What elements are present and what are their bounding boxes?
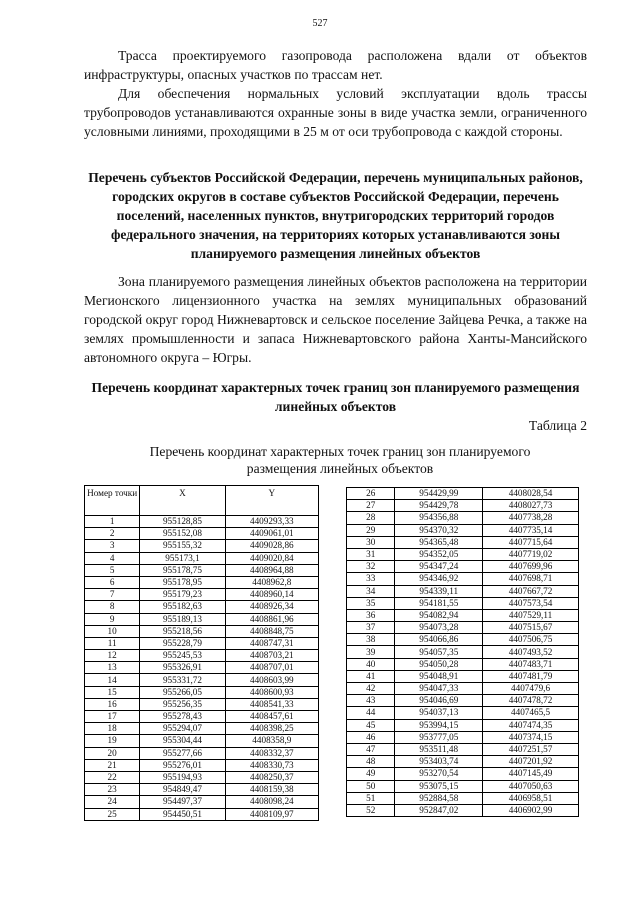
- y-coordinate-cell: 4408703,21: [225, 650, 318, 662]
- point-number-cell: 12: [85, 650, 140, 662]
- point-number-cell: 31: [347, 548, 395, 560]
- y-coordinate-cell: 4408926,34: [225, 601, 318, 613]
- point-number-cell: 33: [347, 573, 395, 585]
- x-coordinate-cell: 954497,37: [140, 796, 225, 808]
- table-row: [347, 488, 579, 500]
- y-coordinate-cell: 4408330,73: [225, 759, 318, 771]
- table-row: [347, 731, 579, 743]
- x-coordinate-cell: 955182,63: [140, 601, 225, 613]
- point-number-cell: 24: [85, 796, 140, 808]
- point-number-cell: 48: [347, 756, 395, 768]
- table-row: [347, 670, 579, 682]
- x-coordinate-cell: 954057,35: [395, 646, 483, 658]
- paragraph-zone-location: Зона планируемого размещения линейных объектов расположена на территории Мегионского лицензионного участка на землях муниципальных образований городской округ город Нижневартовск и сельское поселение Зайцева Речка, а также на землях промышленности и запаса Нижневартовского района Ханты-Мансийского автономного округа – Югры.: [84, 274, 587, 365]
- table-row: [347, 548, 579, 560]
- x-coordinate-cell: 955245,53: [140, 650, 225, 662]
- y-coordinate-cell: 4407251,57: [483, 743, 579, 755]
- table-row: [85, 771, 319, 783]
- x-coordinate-cell: 954365,48: [395, 536, 483, 548]
- table-row: [347, 524, 579, 536]
- x-coordinate-cell: 953511,48: [395, 743, 483, 755]
- x-coordinate-cell: 955266,05: [140, 686, 225, 698]
- x-coordinate-cell: 954339,11: [395, 585, 483, 597]
- point-number-cell: 22: [85, 771, 140, 783]
- x-coordinate-cell: 954429,99: [395, 488, 483, 500]
- point-number-cell: 51: [347, 792, 395, 804]
- point-number-cell: 3: [85, 540, 140, 552]
- y-coordinate-cell: 4407481,79: [483, 670, 579, 682]
- point-number-cell: 32: [347, 561, 395, 573]
- point-number-cell: 43: [347, 695, 395, 707]
- table-row: [347, 719, 579, 731]
- x-coordinate-cell: 955218,56: [140, 625, 225, 637]
- x-coordinate-cell: 954037,13: [395, 707, 483, 719]
- table-row: [85, 601, 319, 613]
- x-coordinate-cell: 955304,44: [140, 735, 225, 747]
- point-number-cell: 18: [85, 723, 140, 735]
- x-coordinate-cell: 955189,13: [140, 613, 225, 625]
- y-coordinate-cell: 4408250,37: [225, 771, 318, 783]
- y-coordinate-cell: 4408603,99: [225, 674, 318, 686]
- table-header-row: [85, 486, 319, 516]
- table-row: [85, 552, 319, 564]
- table-row: [347, 500, 579, 512]
- point-number-cell: 23: [85, 784, 140, 796]
- point-number-cell: 26: [347, 488, 395, 500]
- point-number-cell: 39: [347, 646, 395, 658]
- y-coordinate-cell: 4406902,99: [483, 804, 579, 816]
- table-row: [347, 561, 579, 573]
- table-row: [347, 634, 579, 646]
- x-coordinate-cell: 953270,54: [395, 768, 483, 780]
- header-x: X: [140, 486, 225, 516]
- point-number-cell: 36: [347, 609, 395, 621]
- table-row: [85, 698, 319, 710]
- table-row: [347, 804, 579, 816]
- y-coordinate-cell: 4407573,54: [483, 597, 579, 609]
- x-coordinate-cell: 954429,78: [395, 500, 483, 512]
- table-row: [85, 796, 319, 808]
- x-coordinate-cell: 953994,15: [395, 719, 483, 731]
- table-row: [347, 658, 579, 670]
- table-row: [347, 585, 579, 597]
- table-row: [347, 609, 579, 621]
- table-row: [85, 735, 319, 747]
- table-row: [347, 512, 579, 524]
- y-coordinate-cell: 4408027,73: [483, 500, 579, 512]
- coordinates-table-left: [84, 485, 319, 821]
- point-number-cell: 16: [85, 698, 140, 710]
- x-coordinate-cell: 955178,95: [140, 576, 225, 588]
- x-coordinate-cell: 954047,33: [395, 683, 483, 695]
- table-row: [85, 516, 319, 528]
- x-coordinate-cell: 955155,32: [140, 540, 225, 552]
- point-number-cell: 9: [85, 613, 140, 625]
- point-number-cell: 5: [85, 564, 140, 576]
- y-coordinate-cell: 4409293,33: [225, 516, 318, 528]
- y-coordinate-cell: 4407735,14: [483, 524, 579, 536]
- x-coordinate-cell: 954181,55: [395, 597, 483, 609]
- y-coordinate-cell: 4408332,37: [225, 747, 318, 759]
- table-row: [347, 622, 579, 634]
- y-coordinate-cell: 4408747,31: [225, 637, 318, 649]
- x-coordinate-cell: 954370,32: [395, 524, 483, 536]
- x-coordinate-cell: 954082,94: [395, 609, 483, 621]
- y-coordinate-cell: 4408861,96: [225, 613, 318, 625]
- table-row: [85, 540, 319, 552]
- x-coordinate-cell: 954046,69: [395, 695, 483, 707]
- x-coordinate-cell: 954347,24: [395, 561, 483, 573]
- x-coordinate-cell: 952884,58: [395, 792, 483, 804]
- table-row: [347, 573, 579, 585]
- point-number-cell: 21: [85, 759, 140, 771]
- point-number-cell: 8: [85, 601, 140, 613]
- point-number-cell: 4: [85, 552, 140, 564]
- y-coordinate-cell: 4407479,6: [483, 683, 579, 695]
- y-coordinate-cell: 4407374,15: [483, 731, 579, 743]
- table-row: [85, 528, 319, 540]
- point-number-cell: 50: [347, 780, 395, 792]
- x-coordinate-cell: 954356,88: [395, 512, 483, 524]
- point-number-cell: 25: [85, 808, 140, 820]
- x-coordinate-cell: 955179,23: [140, 589, 225, 601]
- table-row: [85, 723, 319, 735]
- table-label: Таблица 2: [528, 418, 587, 433]
- x-coordinate-cell: 952847,02: [395, 804, 483, 816]
- x-coordinate-cell: 954352,05: [395, 548, 483, 560]
- y-coordinate-cell: 4408962,8: [225, 576, 318, 588]
- table-row: [347, 695, 579, 707]
- table-row: [347, 768, 579, 780]
- x-coordinate-cell: 955128,85: [140, 516, 225, 528]
- y-coordinate-cell: 4408960,14: [225, 589, 318, 601]
- point-number-cell: 38: [347, 634, 395, 646]
- x-coordinate-cell: 955326,91: [140, 662, 225, 674]
- table-row: [85, 625, 319, 637]
- table-row: [85, 759, 319, 771]
- point-number-cell: 7: [85, 589, 140, 601]
- point-number-cell: 49: [347, 768, 395, 780]
- y-coordinate-cell: 4407483,71: [483, 658, 579, 670]
- heading-coordinates: Перечень координат характерных точек границ зон планируемого размещения линейных объектов: [91, 380, 580, 414]
- y-coordinate-cell: 4408358,9: [225, 735, 318, 747]
- x-coordinate-cell: 955228,79: [140, 637, 225, 649]
- paragraph-protection-zones: Для обеспечения нормальных условий эксплуатации вдоль трассы трубопроводов устанавливаются охранные зоны в виде участка земли, ограниченного условными линиями, проходящими в 25 м от оси трубопровода с каждой стороны.: [84, 86, 587, 139]
- table-row: [85, 662, 319, 674]
- table-row: [85, 613, 319, 625]
- table-row: [347, 780, 579, 792]
- y-coordinate-cell: 4407478,72: [483, 695, 579, 707]
- x-coordinate-cell: 954450,51: [140, 808, 225, 820]
- point-number-cell: 35: [347, 597, 395, 609]
- point-number-cell: 14: [85, 674, 140, 686]
- table-row: [347, 683, 579, 695]
- y-coordinate-cell: 4408098,24: [225, 796, 318, 808]
- point-number-cell: 15: [85, 686, 140, 698]
- y-coordinate-cell: 4408028,54: [483, 488, 579, 500]
- x-coordinate-cell: 954050,28: [395, 658, 483, 670]
- x-coordinate-cell: 954073,28: [395, 622, 483, 634]
- y-coordinate-cell: 4407738,28: [483, 512, 579, 524]
- point-number-cell: 11: [85, 637, 140, 649]
- y-coordinate-cell: 4408159,38: [225, 784, 318, 796]
- table-row: [347, 707, 579, 719]
- table-row: [85, 564, 319, 576]
- y-coordinate-cell: 4407050,63: [483, 780, 579, 792]
- point-number-cell: 47: [347, 743, 395, 755]
- point-number-cell: 52: [347, 804, 395, 816]
- x-coordinate-cell: 954066,86: [395, 634, 483, 646]
- paragraph-infrastructure: Трасса проектируемого газопровода расположена вдали от объектов инфраструктуры, опасных участков по трассам нет.: [84, 48, 587, 82]
- point-number-cell: 1: [85, 516, 140, 528]
- point-number-cell: 6: [85, 576, 140, 588]
- point-number-cell: 42: [347, 683, 395, 695]
- x-coordinate-cell: 954849,47: [140, 784, 225, 796]
- x-coordinate-cell: 955152,08: [140, 528, 225, 540]
- point-number-cell: 17: [85, 711, 140, 723]
- y-coordinate-cell: 4407201,92: [483, 756, 579, 768]
- y-coordinate-cell: 4407474,35: [483, 719, 579, 731]
- table-row: [347, 756, 579, 768]
- y-coordinate-cell: 4408600,93: [225, 686, 318, 698]
- table-row: [85, 711, 319, 723]
- point-number-cell: 10: [85, 625, 140, 637]
- table-row: [85, 589, 319, 601]
- table-row: [85, 808, 319, 820]
- y-coordinate-cell: 4407715,64: [483, 536, 579, 548]
- x-coordinate-cell: 955276,01: [140, 759, 225, 771]
- y-coordinate-cell: 4407667,72: [483, 585, 579, 597]
- point-number-cell: 41: [347, 670, 395, 682]
- table-row: [85, 747, 319, 759]
- table-row: [347, 646, 579, 658]
- page-number: 527: [312, 18, 328, 29]
- y-coordinate-cell: 4408457,61: [225, 711, 318, 723]
- table-row: [85, 637, 319, 649]
- table-row: [347, 792, 579, 804]
- x-coordinate-cell: 955173,1: [140, 552, 225, 564]
- x-coordinate-cell: 954346,92: [395, 573, 483, 585]
- point-number-cell: 20: [85, 747, 140, 759]
- y-coordinate-cell: 4407699,96: [483, 561, 579, 573]
- point-number-cell: 46: [347, 731, 395, 743]
- y-coordinate-cell: 4408707,01: [225, 662, 318, 674]
- y-coordinate-cell: 4408398,25: [225, 723, 318, 735]
- point-number-cell: 13: [85, 662, 140, 674]
- header-y: Y: [225, 486, 318, 516]
- x-coordinate-cell: 955294,07: [140, 723, 225, 735]
- y-coordinate-cell: 4407719,02: [483, 548, 579, 560]
- y-coordinate-cell: 4406958,51: [483, 792, 579, 804]
- y-coordinate-cell: 4407698,71: [483, 573, 579, 585]
- point-number-cell: 28: [347, 512, 395, 524]
- y-coordinate-cell: 4407506,75: [483, 634, 579, 646]
- y-coordinate-cell: 4407465,5: [483, 707, 579, 719]
- table-row: [85, 784, 319, 796]
- table-row: [85, 686, 319, 698]
- y-coordinate-cell: 4408848,75: [225, 625, 318, 637]
- table-row: [347, 743, 579, 755]
- table-row: [85, 576, 319, 588]
- point-number-cell: 45: [347, 719, 395, 731]
- header-point-number: Номер точки: [85, 486, 140, 516]
- x-coordinate-cell: 955278,43: [140, 711, 225, 723]
- y-coordinate-cell: 4408964,88: [225, 564, 318, 576]
- y-coordinate-cell: 4407145,49: [483, 768, 579, 780]
- y-coordinate-cell: 4409020,84: [225, 552, 318, 564]
- y-coordinate-cell: 4407493,52: [483, 646, 579, 658]
- point-number-cell: 27: [347, 500, 395, 512]
- y-coordinate-cell: 4409061,01: [225, 528, 318, 540]
- point-number-cell: 44: [347, 707, 395, 719]
- x-coordinate-cell: 953777,05: [395, 731, 483, 743]
- y-coordinate-cell: 4409028,86: [225, 540, 318, 552]
- point-number-cell: 40: [347, 658, 395, 670]
- y-coordinate-cell: 4408541,33: [225, 698, 318, 710]
- point-number-cell: 30: [347, 536, 395, 548]
- table-row: [85, 674, 319, 686]
- table-row: [85, 650, 319, 662]
- coordinates-table-right: [346, 487, 579, 817]
- point-number-cell: 19: [85, 735, 140, 747]
- point-number-cell: 34: [347, 585, 395, 597]
- y-coordinate-cell: 4407515,67: [483, 622, 579, 634]
- table-row: [347, 597, 579, 609]
- y-coordinate-cell: 4407529,11: [483, 609, 579, 621]
- y-coordinate-cell: 4408109,97: [225, 808, 318, 820]
- x-coordinate-cell: 955277,66: [140, 747, 225, 759]
- x-coordinate-cell: 954048,91: [395, 670, 483, 682]
- table-row: [347, 536, 579, 548]
- x-coordinate-cell: 953403,74: [395, 756, 483, 768]
- point-number-cell: 2: [85, 528, 140, 540]
- x-coordinate-cell: 955178,75: [140, 564, 225, 576]
- heading-territories: Перечень субъектов Российской Федерации, перечень муниципальных районов, городских округов в составе субъектов Российской Федерации, перечень поселений, населенных пунктов, внутригородских территорий городов федерального значения, на территориях которых устанавливаются зоны планируемого размещения линейных объектов: [88, 170, 583, 261]
- x-coordinate-cell: 955331,72: [140, 674, 225, 686]
- x-coordinate-cell: 955194,93: [140, 771, 225, 783]
- point-number-cell: 37: [347, 622, 395, 634]
- table-title: Перечень координат характерных точек границ зон планируемого размещения линейных объектов: [149, 444, 531, 476]
- x-coordinate-cell: 955256,35: [140, 698, 225, 710]
- point-number-cell: 29: [347, 524, 395, 536]
- x-coordinate-cell: 953075,15: [395, 780, 483, 792]
